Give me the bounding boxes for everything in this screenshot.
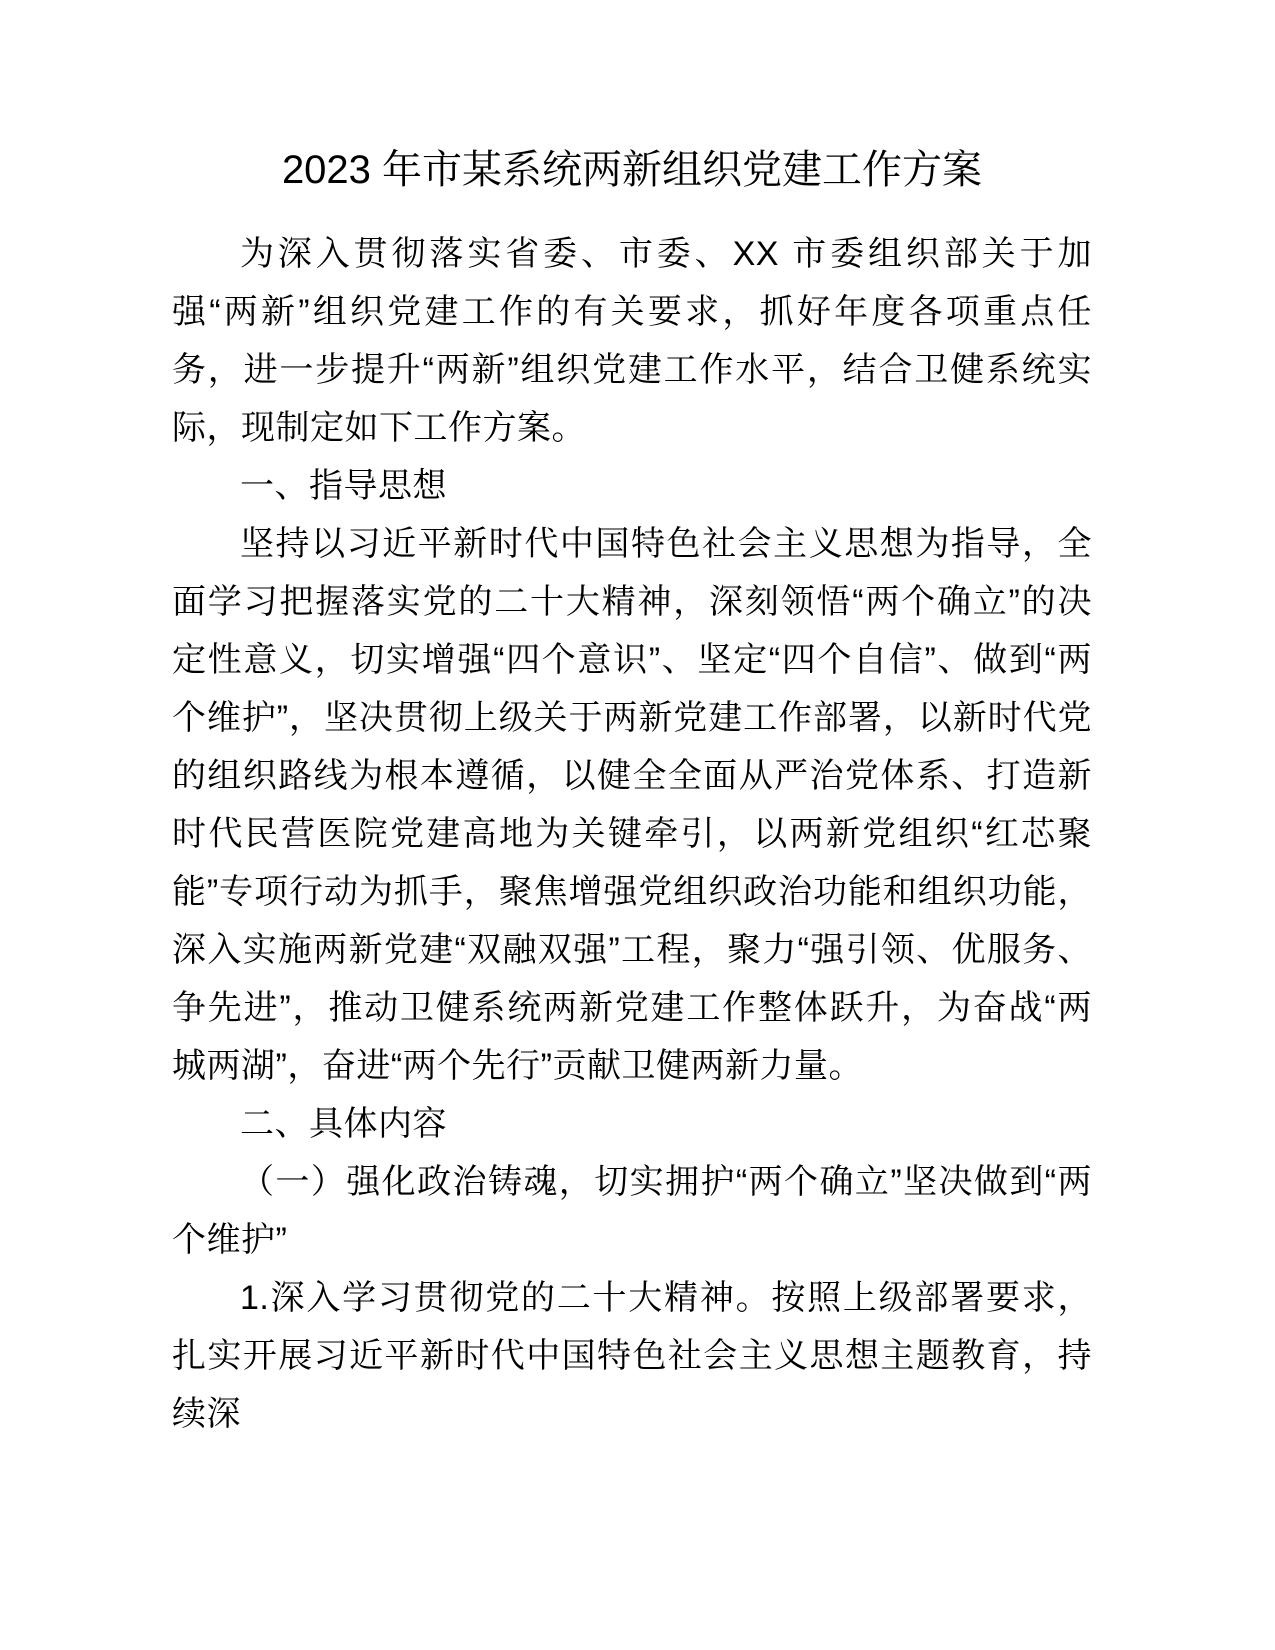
document-title: 2023 年市某系统两新组织党建工作方案 (281, 148, 983, 192)
paragraph-intro: 为深入贯彻落实省委、市委、XX 市委组织部关于加强“两新”组织党建工作的有关要求，抓好年度各项重点任务，进一步提升“两新”组织党建工作水平，结合卫健系统实际，现制定如下工作方案。 (172, 235, 1092, 447)
section-heading-specific-content: 二、具体内容 (240, 1105, 447, 1143)
paragraph-guiding-ideology-body: 坚持以习近平新时代中国特色社会主义思想为指导，全面学习把握落实党的二十大精神，深刻领悟“两个确立”的决定性意义，切实增强“四个意识”、坚定“四个自信”、做到“两个维护”，坚决贯彻上级关于两新党建工作部署，以新时代党的组织路线为根本遵循，以健全全面从严治党体系、打造新时代民营医院党建高地为关键牵引，以两新党组织“红芯聚能”专项行动为抓手，聚焦增强党组织政治功能和组织功能，深入实施两新党建“双融双强”工程，聚力“强引领、优服务、争先进”，推动卫健系统两新党建工作整体跃升，为奋战“两城两湖”，奋进“两个先行”贡献卫健两新力量。 (172, 525, 1092, 1085)
subsection-heading-political-soul: （一）强化政治铸魂，切实拥护“两个确立”坚决做到“两个维护” (172, 1163, 1092, 1259)
paragraph-item-1: 1.深入学习贯彻党的二十大精神。按照上级部署要求，扎实开展习近平新时代中国特色社会主义思想主题教育，持续深 (172, 1279, 1092, 1433)
section-heading-guiding-ideology: 一、指导思想 (240, 467, 447, 505)
